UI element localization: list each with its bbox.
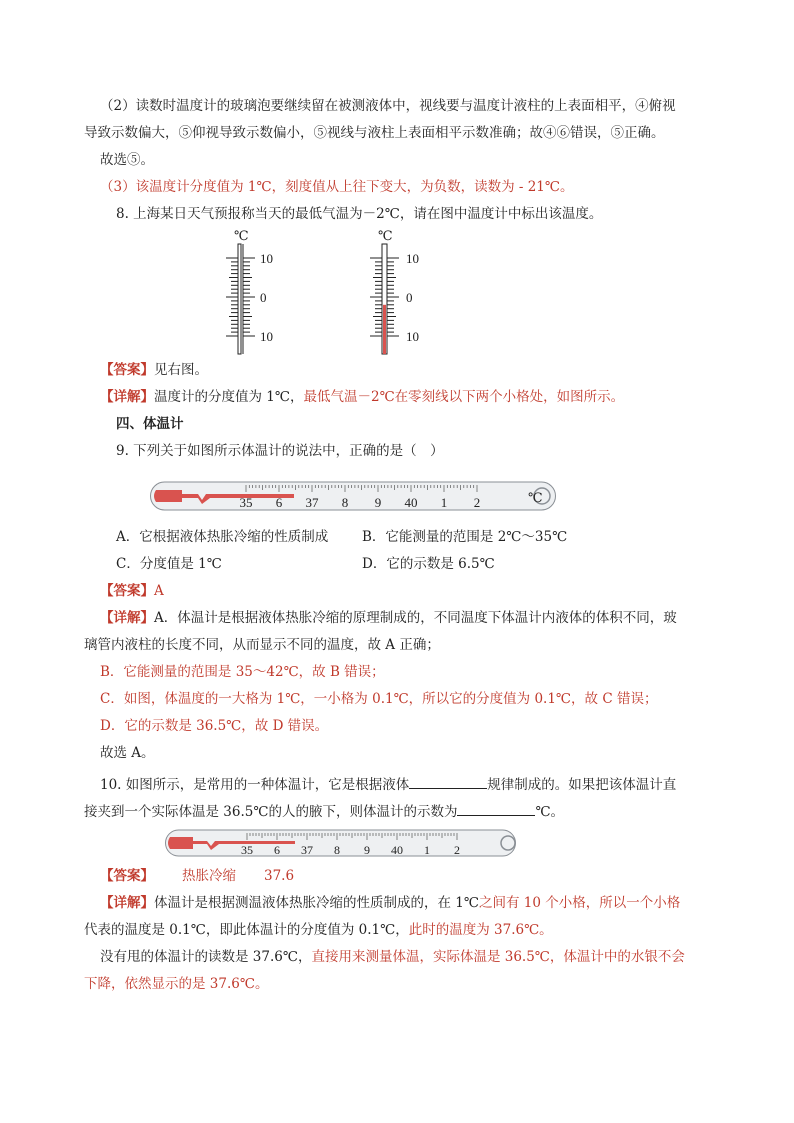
q10-text: 规律制成的。如果把该体温计直 (487, 777, 677, 793)
unit-label: ℃ (528, 490, 543, 505)
clinical-thermometer-9 (150, 476, 560, 516)
clinical-thermometer-10 (165, 826, 525, 860)
detail-10-line3 (100, 947, 685, 967)
detail-text-red: 最低气温－2℃在零刻线以下两个小格处，如图所示。 (303, 389, 625, 405)
detail-tag: 【详解】 (100, 895, 154, 911)
scale-label: 40 (404, 495, 418, 510)
detail-text: 代表的温度是 0.1℃，即此体温计的分度值为 0.1℃， (84, 922, 409, 938)
thermometer-answer (354, 226, 434, 356)
detail-text-red: 直接用来测量体温，实际体温是 36.5℃，体温计中的水银不会 (311, 949, 685, 965)
detail-tag: 【详解】 (100, 610, 154, 626)
label-10-top: 10 (406, 251, 419, 266)
detail-text-red: 此时的温度为 37.6℃。 (408, 922, 553, 938)
answer-text: A (154, 583, 164, 599)
option-c: C．分度值是 1℃ (116, 556, 222, 572)
para-s1-line1: （2）读数时温度计的玻璃泡要继续留在被测液体中，视线要与温度计液柱的上表面相平，④俯视 (100, 98, 676, 114)
q10-text: 10. 如图所示，是常用的一种体温计，它是根据液体 (100, 777, 410, 793)
scale-label: 6 (275, 495, 283, 510)
detail-10-line2 (84, 920, 553, 940)
label-10-bottom: 10 (406, 329, 419, 344)
detail-9-c: C．如图，体温度的一大格为 1℃，一小格为 0.1℃，所以它的分度值为 0.1℃，故 C 错误； (100, 691, 658, 707)
question-8: 8. 上海某日天气预报称当天的最低气温为－2℃，请在图中温度计中标出该温度。 (116, 206, 603, 222)
answer-tag: 【答案】 (100, 868, 154, 884)
scale-label: 35 (241, 843, 253, 857)
q10-text: ℃。 (535, 804, 565, 820)
para-s1-line3: 故选⑤。 (100, 152, 154, 168)
detail-tag: 【详解】 (100, 389, 154, 405)
detail-text: A．体温计是根据液体热胀冷缩的原理制成的，不同温度下体温计内液体的体积不同，玻 (154, 610, 677, 626)
answer-blank-1[interactable] (409, 774, 487, 789)
detail-8 (100, 387, 624, 407)
scale-label: 9 (374, 495, 382, 510)
scale-label: 9 (364, 843, 370, 857)
detail-text: 体温计是根据测温液体热胀冷缩的性质制成的，在 1℃ (154, 895, 479, 911)
scale-label: 6 (274, 843, 280, 857)
option-b: B．它能测量的范围是 2℃～35℃ (362, 529, 568, 545)
question-10-line2 (84, 801, 564, 822)
choose-9: 故选 A。 (100, 745, 155, 761)
label-0: 0 (406, 290, 413, 305)
answer-tag: 【答案】 (100, 362, 154, 378)
scale-label: 2 (454, 843, 460, 857)
scale-label: 8 (341, 495, 349, 510)
answer-1: 热胀冷缩 (182, 868, 236, 884)
scale-label: 1 (440, 495, 448, 510)
scale-label: 1 (424, 843, 430, 857)
answer-9 (100, 581, 164, 601)
detail-9-b: B．它能测量的范围是 35～42℃，故 B 错误； (100, 664, 385, 680)
scale-label: 40 (391, 843, 403, 857)
detail-text: 温度计的分度值为 1℃， (154, 389, 304, 405)
label-10-top: 10 (260, 251, 273, 266)
answer-text: 见右图。 (154, 362, 208, 378)
answer-tag: 【答案】 (100, 583, 154, 599)
scale-label: 37 (301, 843, 313, 857)
option-d: D．它的示数是 6.5℃ (362, 556, 495, 572)
label-0: 0 (260, 290, 267, 305)
scale-label: 35 (239, 495, 253, 510)
answer-blank-2[interactable] (457, 801, 535, 816)
scale-label: 8 (334, 843, 340, 857)
detail-10-line4: 下降，依然显示的是 37.6℃。 (84, 976, 269, 992)
detail-text-red: 之间有 10 个小格，所以一个小格 (478, 895, 681, 911)
para-s1-line2: 导致示数偏大，⑤仰视导致示数偏小，⑤视线与液柱上表面相平示数准确；故④⑥错误，⑤正确。 (84, 125, 665, 141)
scale-label: 37 (305, 495, 319, 510)
section-title: 四、体温计 (116, 416, 184, 432)
answer-2: 37.6 (264, 868, 295, 884)
para-s1-line4: （3）该温度计分度值为 1℃，刻度值从上往下变大，为负数，读数为 - 21℃。 (100, 179, 574, 195)
option-a: A．它根据液体热胀冷缩的性质制成 (116, 529, 329, 545)
label-10-bottom: 10 (260, 329, 273, 344)
liquid-column (383, 305, 386, 354)
question-9: 9. 下列关于如图所示体温计的说法中，正确的是（ ） (116, 443, 444, 459)
thermometer-blank (210, 226, 290, 356)
answer-10 (100, 866, 294, 886)
scale-label: 2 (473, 495, 481, 510)
detail-10-line1 (100, 893, 680, 913)
detail-9-d: D．它的示数是 36.5℃，故 D 错误。 (100, 718, 329, 734)
answer-8 (100, 360, 208, 380)
thermometer-unit: ℃ (378, 228, 393, 243)
question-10-line1 (100, 774, 676, 795)
detail-text: 没有甩的体温计的读数是 37.6℃， (100, 949, 312, 965)
detail-9-line1 (100, 608, 677, 628)
detail-9-line2: 璃管内液柱的长度不同，从而显示不同的温度，故 A 正确； (84, 637, 440, 653)
thermometer-unit: ℃ (234, 228, 249, 243)
q10-text: 接夹到一个实际体温是 36.5℃的人的腋下，则体温计的示数为 (84, 804, 458, 820)
